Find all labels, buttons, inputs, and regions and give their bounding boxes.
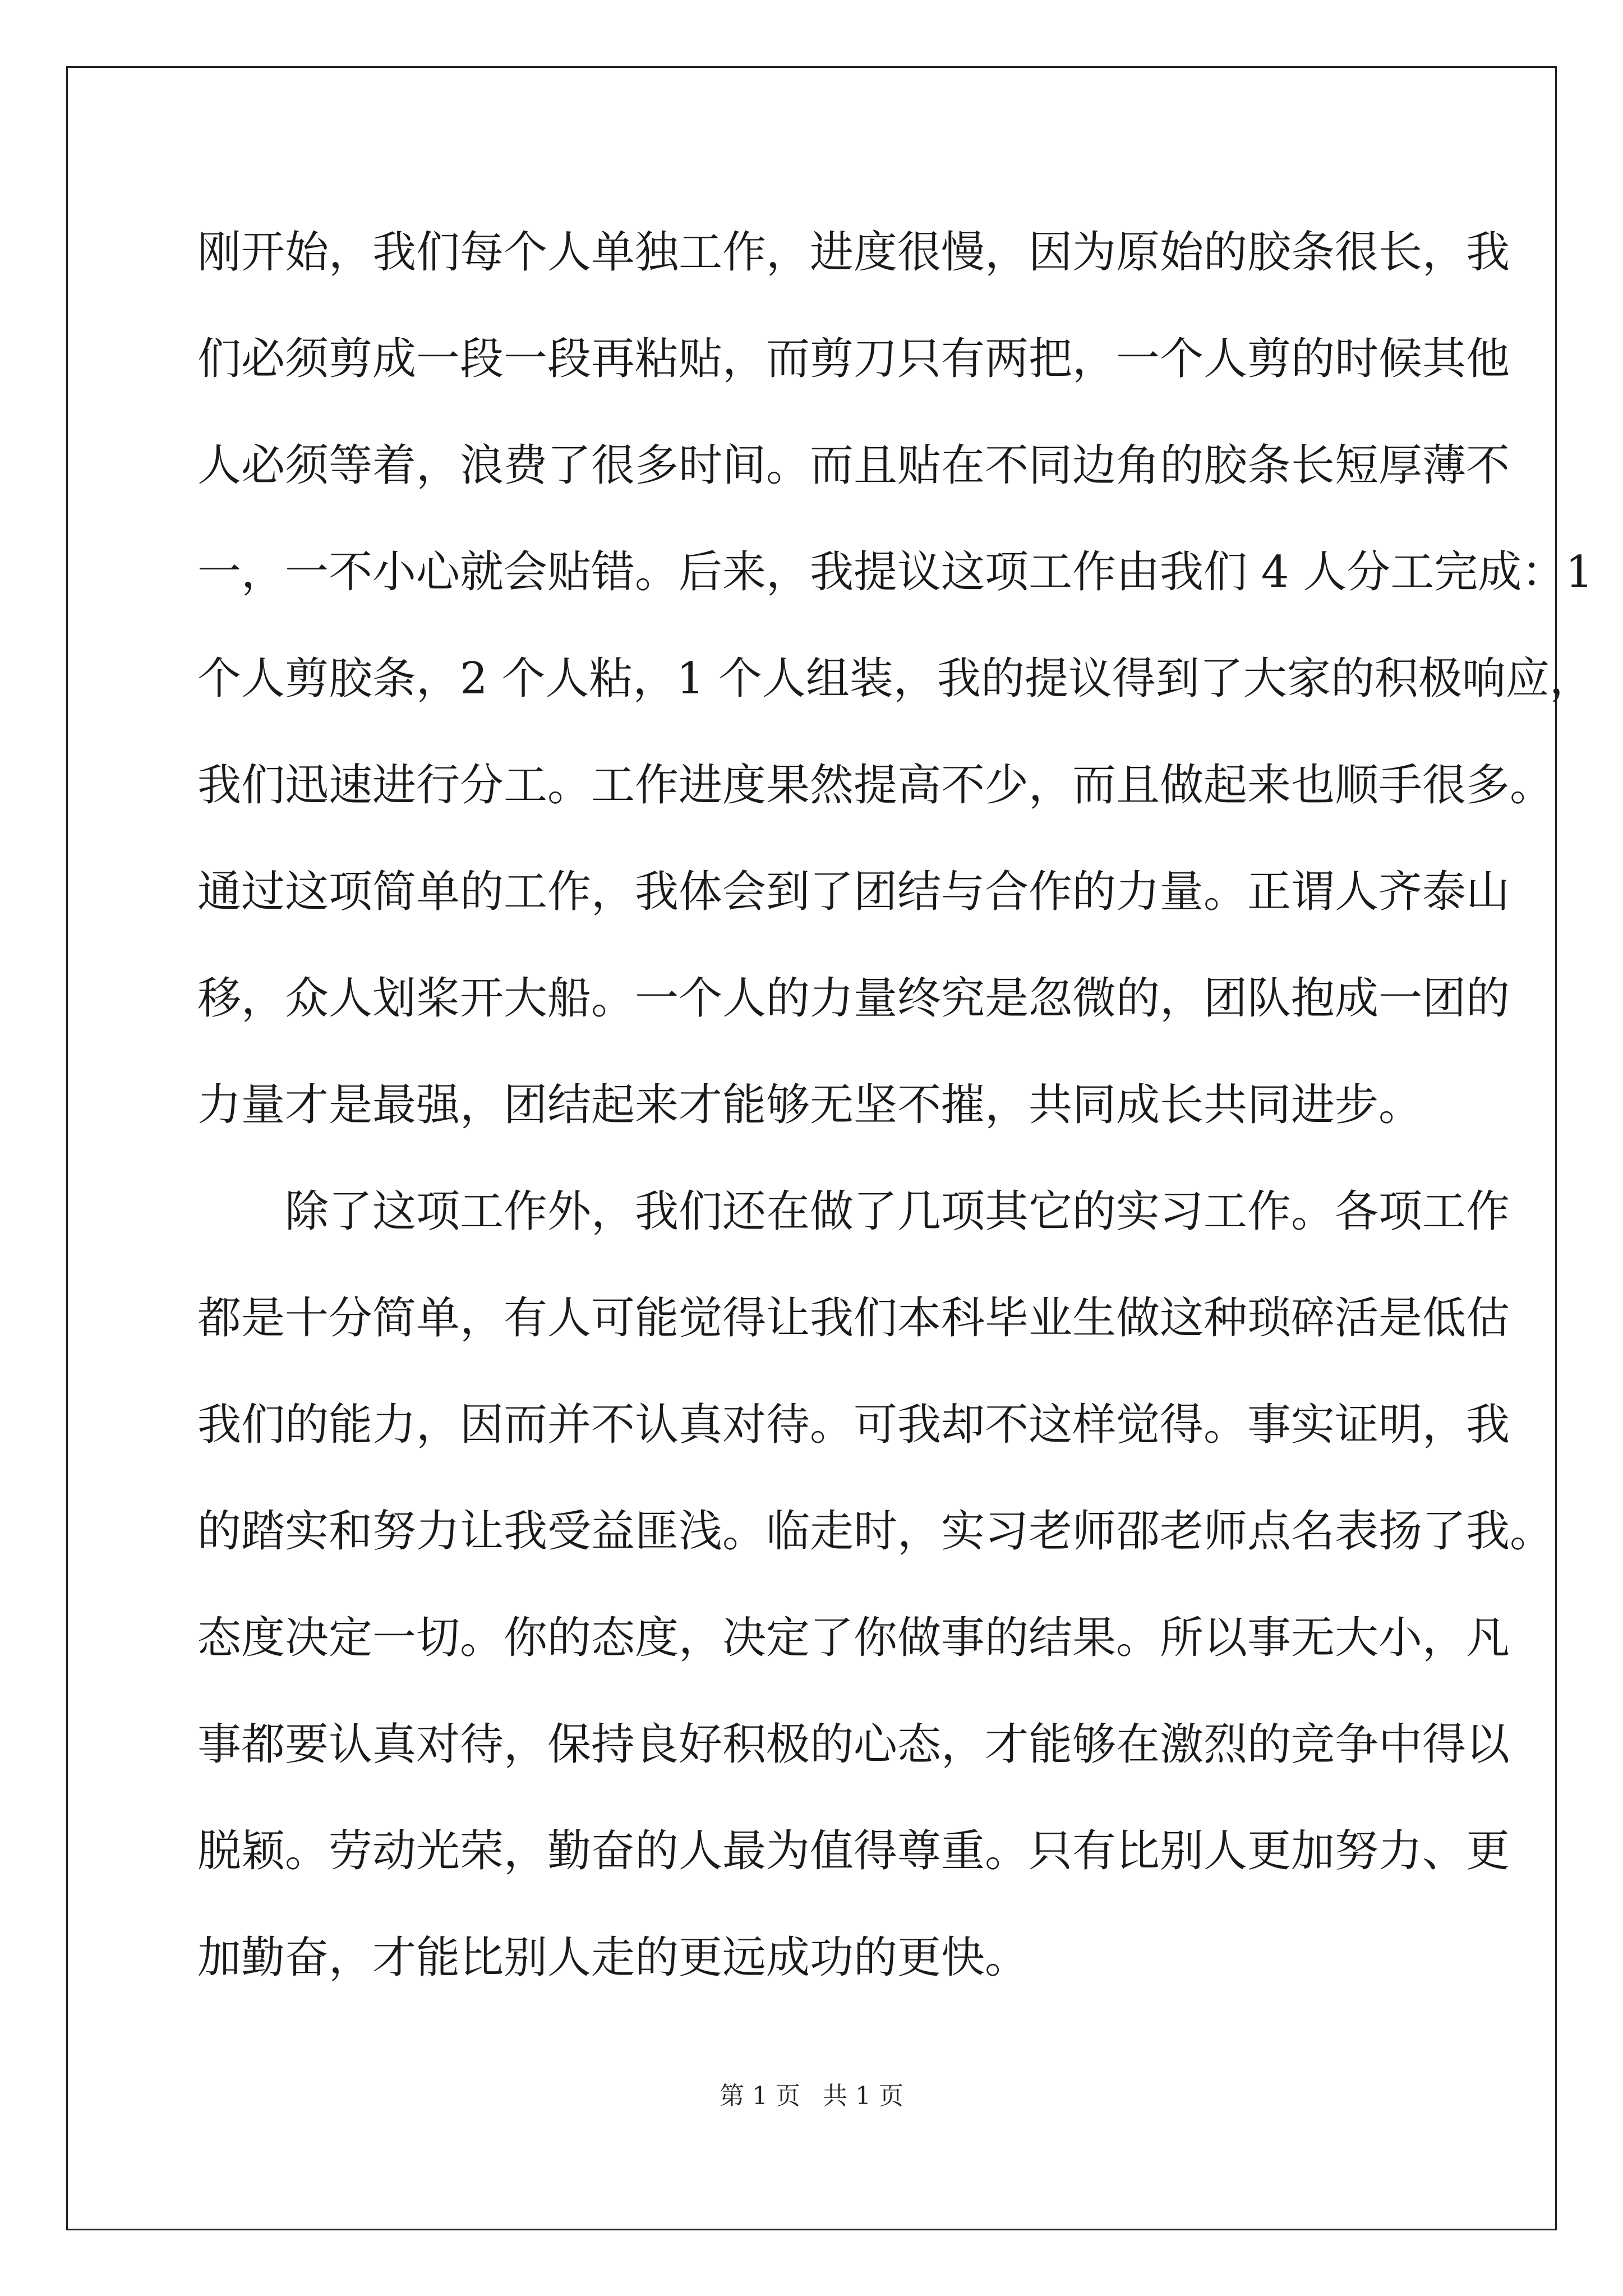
text-line: 移，众人划桨开大船。一个人的力量终究是忽微的，团队抱成一团的 (197, 973, 1510, 1024)
text-line: 加勤奋，才能比别人走的更远成功的更快。 (197, 1932, 1029, 1983)
page-number: 第 1 页 (720, 2082, 800, 2110)
text-line: 刚开始，我们每个人单独工作，进度很慢，因为原始的胶条很长，我 (197, 227, 1510, 278)
text-line: 脱颖。劳动光荣，勤奋的人最为值得尊重。只有比别人更加努力、更 (197, 1826, 1510, 1876)
text-line: 我们的能力，因而并不认真对待。可我却不这样觉得。事实证明，我 (197, 1400, 1510, 1450)
page-footer (0, 2076, 1623, 2111)
text-line: 事都要认真对待，保持良好积极的心态，才能够在激烈的竞争中得以 (197, 1719, 1510, 1770)
text-line: 一，一不小心就会贴错。后来，我提议这项工作由我们 4 人分工完成：1 (197, 547, 1593, 597)
text-line: 我们迅速进行分工。工作进度果然提高不少，而且做起来也顺手很多。 (197, 760, 1554, 811)
text-line: 态度决定一切。你的态度，决定了你做事的结果。所以事无大小，凡 (197, 1613, 1510, 1663)
document-body (197, 199, 1593, 2011)
text-line: 人必须等着，浪费了很多时间。而且贴在不同边角的胶条长短厚薄不 (197, 440, 1510, 491)
text-line: 都是十分简单，有人可能觉得让我们本科毕业生做这种琐碎活是低估 (197, 1293, 1510, 1343)
text-line: 力量才是最强，团结起来才能够无坚不摧，共同成长共同进步。 (197, 1080, 1423, 1130)
text-line: 通过这项简单的工作，我体会到了团结与合作的力量。正谓人齐泰山 (197, 867, 1510, 917)
page-total: 共 1 页 (823, 2082, 903, 2110)
text-line: 们必须剪成一段一段再粘贴，而剪刀只有两把，一个人剪的时候其他 (197, 334, 1510, 384)
text-line: 除了这项工作外，我们还在做了几项其它的实习工作。各项工作 (197, 1186, 1510, 1237)
text-line: 的踏实和努力让我受益匪浅。临走时，实习老师邵老师点名表扬了我。 (197, 1506, 1554, 1557)
text-line: 个人剪胶条，2 个人粘，1 个人组装，我的提议得到了大家的积极响应， (197, 654, 1593, 704)
